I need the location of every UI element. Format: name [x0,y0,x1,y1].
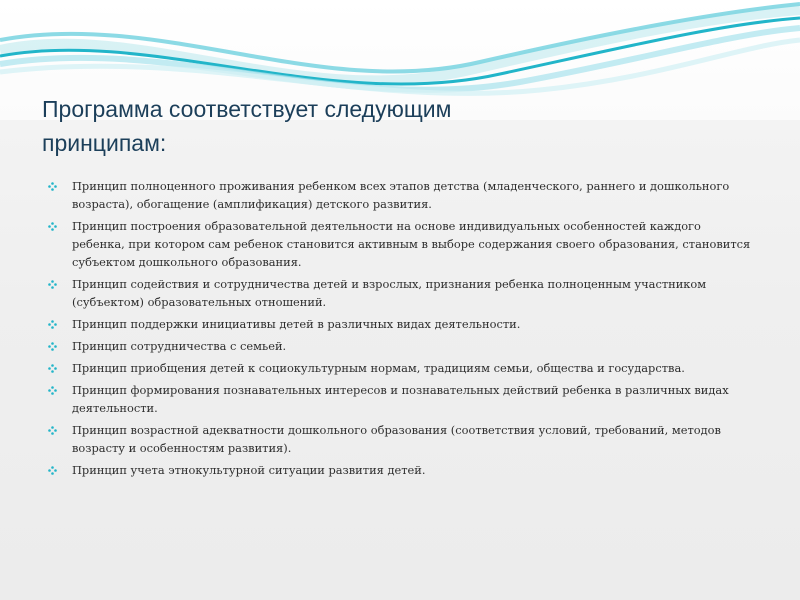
list-item [46,337,756,355]
diamond-dots-icon [48,280,57,289]
diamond-dots-icon [48,222,57,231]
list-item [46,177,756,213]
list-item [46,359,756,377]
list-item-text: Принцип формирования познавательных интересов и познавательных действий ребенка в различных видах деятельности. [72,383,729,415]
list-item [46,421,756,457]
diamond-dots-icon [48,426,57,435]
list-item [46,381,756,417]
list-item-text: Принцип поддержки инициативы детей в различных видах деятельности. [72,317,521,331]
list-item [46,461,756,479]
list-item-text: Принцип учета этнокультурной ситуации развития детей. [72,463,426,477]
diamond-dots-icon [48,342,57,351]
slide-title [42,92,742,160]
diamond-dots-icon [48,320,57,329]
list-item-text: Принцип полноценного проживания ребенком всех этапов детства (младенческого, раннего и дошкольного возраста), обогащение (амплификация) детского развития. [72,179,730,211]
diamond-dots-icon [48,466,57,475]
list-item [46,315,756,333]
list-item-text: Принцип сотрудничества с семьей. [72,339,287,353]
slide-title-line-1: Программа соответствует следующим [42,96,452,122]
principles-list [46,177,756,483]
slide-title-line-2: принципам: [42,130,167,156]
list-item [46,275,756,311]
list-item-text: Принцип приобщения детей к социокультурным нормам, традициям семьи, общества и государства. [72,361,685,375]
list-item-text: Принцип возрастной адекватности дошкольного образования (соответствия условий, требований, методов возрасту и особенностям развития). [72,423,721,455]
list-item-text: Принцип содействия и сотрудничества детей и взрослых, признания ребенка полноценным участником (субъектом) образовательных отношений. [72,277,707,309]
diamond-dots-icon [48,386,57,395]
list-item-text: Принцип построения образовательной деятельности на основе индивидуальных особенностей каждого ребенка, при котором сам ребенок становится активным в выборе содержания своего образования, становится субъектом дошкольного образования. [72,219,751,269]
diamond-dots-icon [48,182,57,191]
diamond-dots-icon [48,364,57,373]
list-item [46,217,756,271]
